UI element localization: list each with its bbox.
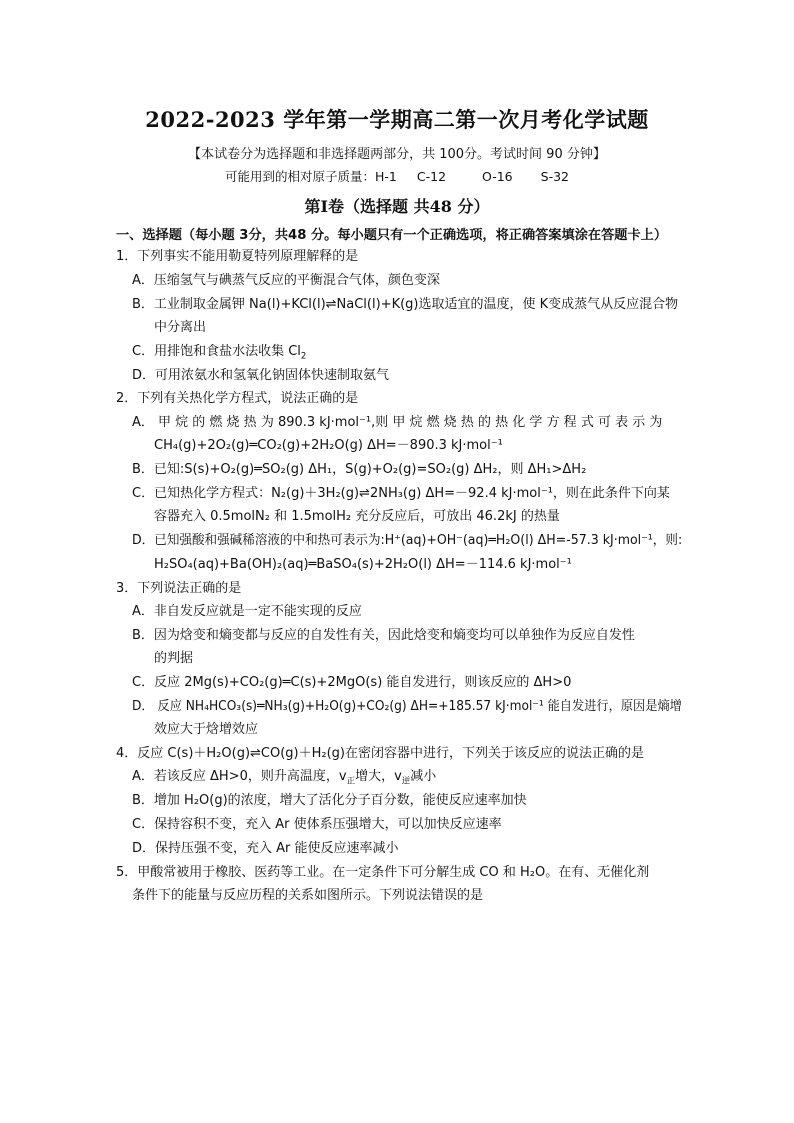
q4-option-c: C．保持容积不变，充入 Ar 使体系压强增大，可以加快反应速率 bbox=[132, 817, 502, 832]
q3-option-b-cont: 的判据 bbox=[154, 651, 194, 666]
q4-option-d: D．保持压强不变，充入 Ar 能使反应速率减小 bbox=[132, 841, 399, 856]
q4-option-b: B．增加 H₂O(g)的浓度，增大了活化分子百分数，能使反应速率加快 bbox=[132, 793, 527, 808]
q4-stem: 4．反应 C(s)＋H₂O(g)⇌CO(g)＋H₂(g)在密闭容器中进行，下列关于该反应的说法正确的是 bbox=[116, 746, 644, 761]
mass-c: C-12 bbox=[416, 169, 447, 184]
q1-option-b-cont: 中分离出 bbox=[154, 320, 207, 335]
q1-stem: 1．下列事实不能用勒夏特列原理解释的是 bbox=[116, 249, 359, 264]
q4-option-a-mid: 增大，v bbox=[355, 769, 402, 784]
mass-h: H-1 bbox=[375, 169, 397, 184]
q4-option-a-end: 减小 bbox=[410, 769, 437, 784]
atomic-masses-label: 可能用到的相对原子质量： bbox=[224, 169, 375, 184]
section-title: 第Ⅰ卷（选择题 共48 分） bbox=[304, 197, 490, 216]
q1-option-b: B．工业制取金属钾 Na(l)+KCl(l)⇌NaCl(l)+K(g)选取适宜的温度，使 K变成蒸气从反应混合物 bbox=[132, 297, 679, 312]
q5-stem-cont: 条件下的能量与反应历程的关系如图所示。下列说法错误的是 bbox=[132, 888, 484, 903]
q2-option-d-cont: H₂SO₄(aq)+Ba(OH)₂(aq)═BaSO₄(s)+2H₂O(l) ΔH=－114.6 kJ·mol⁻¹ bbox=[154, 557, 572, 572]
q1-option-a: A．压缩氢气与碘蒸气反应的平衡混合气体，颜色变深 bbox=[132, 273, 440, 288]
q4-sub-forward: 正 bbox=[346, 776, 356, 787]
q1-option-d: D．可用浓氨水和氢氧化钠固体快速制取氨气 bbox=[132, 368, 390, 383]
q2-option-a: A． 甲 烷 的 燃 烧 热 为 890.3 kJ·mol⁻¹,则 甲 烷 燃 烧 热 的 热 化 学 方 程 式 可 表 示 为 bbox=[132, 415, 663, 430]
exam-title: 2022-2023 学年第一学期高二第一次月考化学试题 bbox=[145, 107, 649, 132]
exam-note: 【本试卷分为选择题和非选择题两部分，共 100分。考试时间 90 分钟】 bbox=[188, 147, 606, 162]
q1-option-c-text: C．用排饱和食盐水法收集 Cl bbox=[132, 344, 301, 359]
atomic-masses bbox=[0, 167, 794, 185]
q3-option-d-cont: 效应大于焓增效应 bbox=[154, 722, 259, 737]
q4-sub-reverse: 逆 bbox=[401, 776, 411, 787]
q3-stem: 3．下列说法正确的是 bbox=[116, 581, 242, 596]
q5-stem: 5．甲酸常被用于橡胶、医药等工业。在一定条件下可分解生成 CO 和 H₂O。在有、无催化剂 bbox=[116, 865, 650, 880]
q4-option-a-text: A．若该反应 ΔH>0，则升高温度，v bbox=[132, 769, 347, 784]
q3-option-d: D． 反应 NH₄HCO₃(s)═NH₃(g)+H₂O(g)+CO₂(g) ΔH=+185.57 kJ·mol⁻¹ 能自发进行，原因是熵增 bbox=[132, 699, 682, 714]
mass-s: S-32 bbox=[540, 169, 569, 184]
q3-option-a: A．非自发反应就是一定不能实现的反应 bbox=[132, 604, 362, 619]
q4-option-a bbox=[132, 768, 436, 786]
q3-option-c: C．反应 2Mg(s)+CO₂(g)═C(s)+2MgO(s) 能自发进行，则该反应的 ΔH>0 bbox=[132, 675, 572, 690]
q2-option-a-cont: CH₄(g)+2O₂(g)═CO₂(g)+2H₂O(g) ΔH=－890.3 kJ·mol⁻¹ bbox=[154, 438, 503, 453]
q1-option-c: C．用排饱和食盐水法收集 $Cl_2$ bbox=[132, 344, 307, 362]
q2-stem: 2．下列有关热化学方程式，说法正确的是 bbox=[116, 391, 359, 406]
q2-option-b: B．已知:S(s)+O₂(g)═SO₂(g) ΔH₁，S(g)+O₂(g)=SO₂(g) ΔH₂，则 ΔH₁>ΔH₂ bbox=[132, 462, 587, 477]
part-title: 一、选择题（每小题 3分，共48 分。每小题只有一个正确选项，将正确答案填涂在答题卡上） bbox=[116, 228, 668, 243]
mass-o: O-16 bbox=[482, 169, 513, 184]
q2-option-d: D．已知强酸和强碱稀溶液的中和热可表示为:H⁺(aq)+OH⁻(aq)═H₂O(l) ΔH=-57.3 kJ·mol⁻¹，则: bbox=[132, 533, 683, 548]
q2-option-c-cont: 容器充入 0.5molN₂ 和 1.5molH₂ 充分反应后，可放出 46.2kJ 的热量 bbox=[154, 509, 560, 524]
q2-option-c: C．已知热化学方程式：N₂(g)＋3H₂(g)⇌2NH₃(g) ΔH=－92.4 kJ·mol⁻¹，则在此条件下向某 bbox=[132, 486, 670, 501]
q3-option-b: B．因为焓变和熵变都与反应的自发性有关，因此焓变和熵变均可以单独作为反应自发性 bbox=[132, 628, 635, 643]
